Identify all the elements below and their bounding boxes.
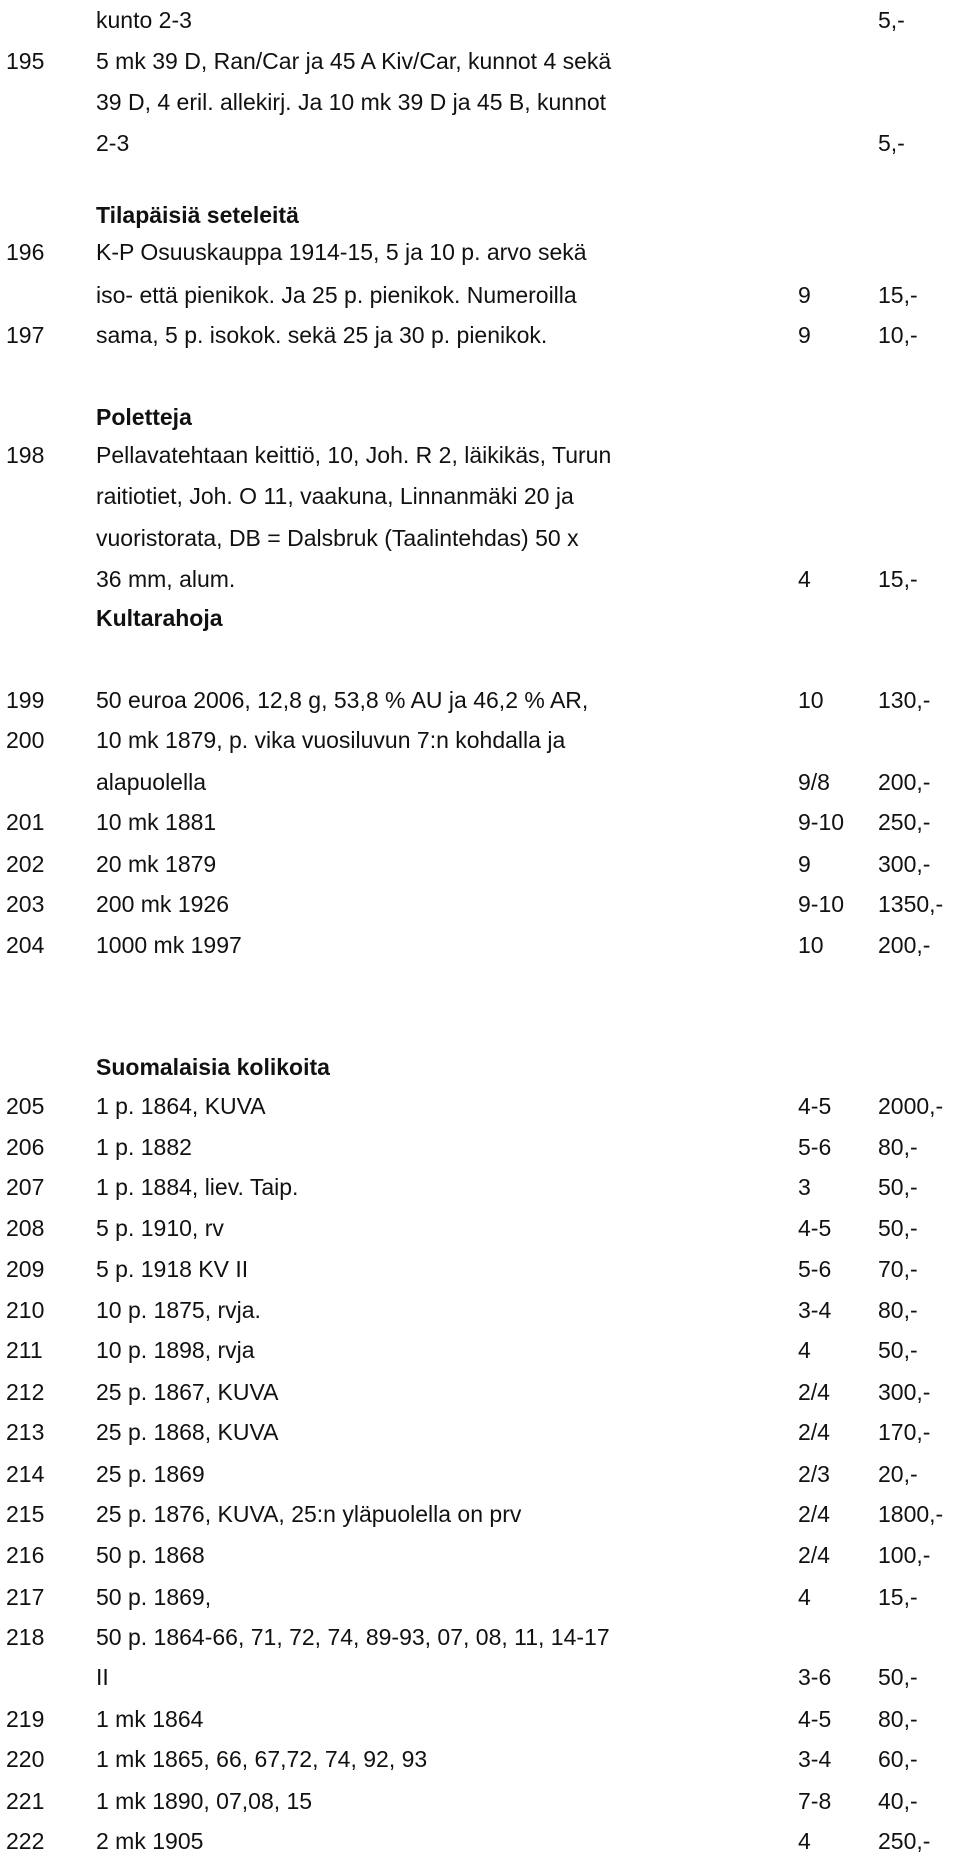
lot-description: 10 mk 1881 xyxy=(96,809,217,835)
lot-condition: 4-5 xyxy=(798,1706,832,1732)
lot-condition: 9-10 xyxy=(798,891,845,917)
lot-price: 300,- xyxy=(878,851,931,877)
lot-number: 210 xyxy=(6,1297,45,1323)
lot-number: 199 xyxy=(6,687,45,713)
catalog-line xyxy=(0,0,960,40)
section-heading: Tilapäisiä seteleitä xyxy=(96,202,299,228)
catalog-line xyxy=(0,1127,960,1167)
lot-price: 2000,- xyxy=(878,1093,944,1119)
lot-description: 20 mk 1879 xyxy=(96,851,217,877)
lot-description: 50 p. 1864-66, 71, 72, 74, 89-93, 07, 08, 11, 14-17 xyxy=(96,1624,610,1650)
lot-condition: 3-6 xyxy=(798,1664,832,1690)
catalog-line xyxy=(0,315,960,355)
lot-number: 202 xyxy=(6,851,45,877)
catalog-line xyxy=(0,1699,960,1739)
lot-condition: 3-4 xyxy=(798,1746,832,1772)
lot-number: 198 xyxy=(6,442,45,468)
lot-description: raitiotiet, Joh. O 11, vaakuna, Linnanmäki 20 ja xyxy=(96,483,574,509)
catalog-line xyxy=(0,41,960,81)
lot-price: 250,- xyxy=(878,1828,931,1854)
lot-number: 220 xyxy=(6,1746,45,1772)
lot-description: 2-3 xyxy=(96,130,130,156)
lot-number: 215 xyxy=(6,1501,45,1527)
lot-condition: 5-6 xyxy=(798,1134,832,1160)
catalog-line xyxy=(0,1412,960,1452)
catalog-line xyxy=(0,1494,960,1534)
lot-price: 300,- xyxy=(878,1379,931,1405)
section-heading-row xyxy=(0,195,960,235)
lot-number: 211 xyxy=(6,1337,43,1363)
lot-price: 15,- xyxy=(878,282,918,308)
section-heading: Poletteja xyxy=(96,404,192,430)
catalog-line xyxy=(0,1577,960,1617)
lot-number: 222 xyxy=(6,1828,45,1854)
lot-price: 15,- xyxy=(878,1584,918,1610)
lot-price: 130,- xyxy=(878,687,931,713)
lot-price: 250,- xyxy=(878,809,931,835)
lot-description: 39 D, 4 eril. allekirj. Ja 10 mk 39 D ja 45 B, kunnot xyxy=(96,89,607,115)
lot-condition: 2/4 xyxy=(798,1379,830,1405)
lot-condition: 3-4 xyxy=(798,1297,832,1323)
lot-number: 197 xyxy=(6,322,45,348)
lot-price: 1800,- xyxy=(878,1501,944,1527)
catalog-line xyxy=(0,884,960,924)
lot-price: 50,- xyxy=(878,1337,918,1363)
lot-condition: 3 xyxy=(798,1174,811,1200)
lot-condition: 9-10 xyxy=(798,809,845,835)
lot-number: 206 xyxy=(6,1134,45,1160)
lot-price: 80,- xyxy=(878,1134,918,1160)
lot-condition: 10 xyxy=(798,932,824,958)
catalog-line xyxy=(0,1535,960,1575)
lot-price: 50,- xyxy=(878,1664,918,1690)
catalog-line xyxy=(0,435,960,475)
lot-description: 50 p. 1868 xyxy=(96,1542,205,1568)
lot-condition: 4 xyxy=(798,1584,811,1610)
lot-description: 25 p. 1867, KUVA xyxy=(96,1379,279,1405)
section-heading: Kultarahoja xyxy=(96,605,223,631)
lot-condition: 7-8 xyxy=(798,1788,832,1814)
lot-description: 1 p. 1864, KUVA xyxy=(96,1093,266,1119)
lot-description: 2 mk 1905 xyxy=(96,1828,204,1854)
lot-number: 200 xyxy=(6,727,45,753)
lot-description: Pellavatehtaan keittiö, 10, Joh. R 2, läikikäs, Turun xyxy=(96,442,612,468)
lot-price: 5,- xyxy=(878,7,905,33)
lot-description: 25 p. 1876, KUVA, 25:n yläpuolella on prv xyxy=(96,1501,522,1527)
lot-condition: 4 xyxy=(798,566,811,592)
catalog-line xyxy=(0,1739,960,1779)
lot-number: 205 xyxy=(6,1093,45,1119)
lot-description: 25 p. 1868, KUVA xyxy=(96,1419,279,1445)
lot-description: 1 mk 1890, 07,08, 15 xyxy=(96,1788,313,1814)
lot-condition: 9/8 xyxy=(798,769,830,795)
catalog-line xyxy=(0,1821,960,1861)
catalog-line xyxy=(0,1330,960,1370)
lot-price: 50,- xyxy=(878,1215,918,1241)
lot-description: sama, 5 p. isokok. sekä 25 ja 30 p. pienikok. xyxy=(96,322,548,348)
lot-description: 5 p. 1910, rv xyxy=(96,1215,224,1241)
lot-condition: 2/4 xyxy=(798,1419,830,1445)
lot-price: 170,- xyxy=(878,1419,931,1445)
lot-price: 200,- xyxy=(878,769,931,795)
lot-price: 70,- xyxy=(878,1256,918,1282)
catalog-line xyxy=(0,1781,960,1821)
lot-price: 100,- xyxy=(878,1542,931,1568)
lot-number: 219 xyxy=(6,1706,45,1732)
lot-description: alapuolella xyxy=(96,769,206,795)
section-heading-row xyxy=(0,598,960,638)
lot-description: II xyxy=(96,1664,109,1690)
lot-description: 1000 mk 1997 xyxy=(96,932,242,958)
lot-description: K-P Osuuskauppa 1914-15, 5 ja 10 p. arvo sekä xyxy=(96,239,587,265)
catalog-line xyxy=(0,802,960,842)
lot-price: 40,- xyxy=(878,1788,918,1814)
section-heading: Suomalaisia kolikoita xyxy=(96,1054,330,1080)
lot-description: 200 mk 1926 xyxy=(96,891,229,917)
lot-condition: 9 xyxy=(798,322,811,348)
lot-description: vuoristorata, DB = Dalsbruk (Taalintehdas) 50 x xyxy=(96,525,579,551)
catalog-line xyxy=(0,1208,960,1248)
catalog-line xyxy=(0,844,960,884)
lot-price: 80,- xyxy=(878,1706,918,1732)
lot-price: 20,- xyxy=(878,1461,918,1487)
lot-price: 15,- xyxy=(878,566,918,592)
lot-description: 1 mk 1864 xyxy=(96,1706,204,1732)
lot-price: 80,- xyxy=(878,1297,918,1323)
lot-description: 50 p. 1869, xyxy=(96,1584,212,1610)
lot-price: 1350,- xyxy=(878,891,944,917)
lot-description: 10 p. 1898, rvja xyxy=(96,1337,255,1363)
lot-description: kunto 2-3 xyxy=(96,7,192,33)
catalog-line xyxy=(0,1086,960,1126)
lot-number: 217 xyxy=(6,1584,45,1610)
catalog-line xyxy=(0,1454,960,1494)
lot-condition: 2/4 xyxy=(798,1542,830,1568)
lot-number: 201 xyxy=(6,809,45,835)
lot-description: 1 mk 1865, 66, 67,72, 74, 92, 93 xyxy=(96,1746,428,1772)
lot-number: 203 xyxy=(6,891,45,917)
catalog-line xyxy=(0,476,960,516)
lot-number: 204 xyxy=(6,932,45,958)
catalog-line xyxy=(0,1617,960,1657)
lot-description: 5 p. 1918 KV II xyxy=(96,1256,249,1282)
lot-description: 50 euroa 2006, 12,8 g, 53,8 % AU ja 46,2 % AR, xyxy=(96,687,589,713)
section-heading-row xyxy=(0,397,960,437)
lot-number: 212 xyxy=(6,1379,45,1405)
catalog-line xyxy=(0,1657,960,1697)
lot-condition: 5-6 xyxy=(798,1256,832,1282)
lot-price: 5,- xyxy=(878,130,905,156)
lot-price: 200,- xyxy=(878,932,931,958)
lot-number: 209 xyxy=(6,1256,45,1282)
lot-description: iso- että pienikok. Ja 25 p. pienikok. Numeroilla xyxy=(96,282,577,308)
catalog-line xyxy=(0,275,960,315)
lot-number: 207 xyxy=(6,1174,45,1200)
lot-condition: 10 xyxy=(798,687,824,713)
catalog-line xyxy=(0,123,960,163)
lot-condition: 4-5 xyxy=(798,1215,832,1241)
lot-condition: 9 xyxy=(798,282,811,308)
catalog-line xyxy=(0,559,960,599)
lot-description: 10 mk 1879, p. vika vuosiluvun 7:n kohdalla ja xyxy=(96,727,566,753)
catalog-line xyxy=(0,762,960,802)
lot-description: 25 p. 1869 xyxy=(96,1461,205,1487)
catalog-line xyxy=(0,1167,960,1207)
catalog-line xyxy=(0,232,960,272)
lot-condition: 2/4 xyxy=(798,1501,830,1527)
lot-number: 196 xyxy=(6,239,45,265)
lot-number: 214 xyxy=(6,1461,45,1487)
lot-description: 10 p. 1875, rvja. xyxy=(96,1297,261,1323)
lot-description: 1 p. 1882 xyxy=(96,1134,192,1160)
catalog-line xyxy=(0,925,960,965)
lot-number: 216 xyxy=(6,1542,45,1568)
lot-condition: 4 xyxy=(798,1828,811,1854)
lot-price: 10,- xyxy=(878,322,918,348)
catalog-line xyxy=(0,1372,960,1412)
lot-price: 50,- xyxy=(878,1174,918,1200)
lot-number: 221 xyxy=(6,1788,45,1814)
catalog-line xyxy=(0,1290,960,1330)
lot-description: 1 p. 1884, liev. Taip. xyxy=(96,1174,299,1200)
lot-number: 208 xyxy=(6,1215,45,1241)
catalog-line xyxy=(0,518,960,558)
catalog-line xyxy=(0,720,960,760)
lot-number: 218 xyxy=(6,1624,45,1650)
lot-number: 213 xyxy=(6,1419,45,1445)
catalog-line xyxy=(0,82,960,122)
lot-description: 5 mk 39 D, Ran/Car ja 45 A Kiv/Car, kunnot 4 sekä xyxy=(96,48,612,74)
lot-price: 60,- xyxy=(878,1746,918,1772)
lot-number: 195 xyxy=(6,48,45,74)
catalog-line xyxy=(0,680,960,720)
lot-condition: 2/3 xyxy=(798,1461,830,1487)
section-heading-row xyxy=(0,1047,960,1087)
lot-condition: 4-5 xyxy=(798,1093,832,1119)
lot-condition: 9 xyxy=(798,851,811,877)
catalog-line xyxy=(0,1249,960,1289)
lot-description: 36 mm, alum. xyxy=(96,566,236,592)
lot-condition: 4 xyxy=(798,1337,811,1363)
